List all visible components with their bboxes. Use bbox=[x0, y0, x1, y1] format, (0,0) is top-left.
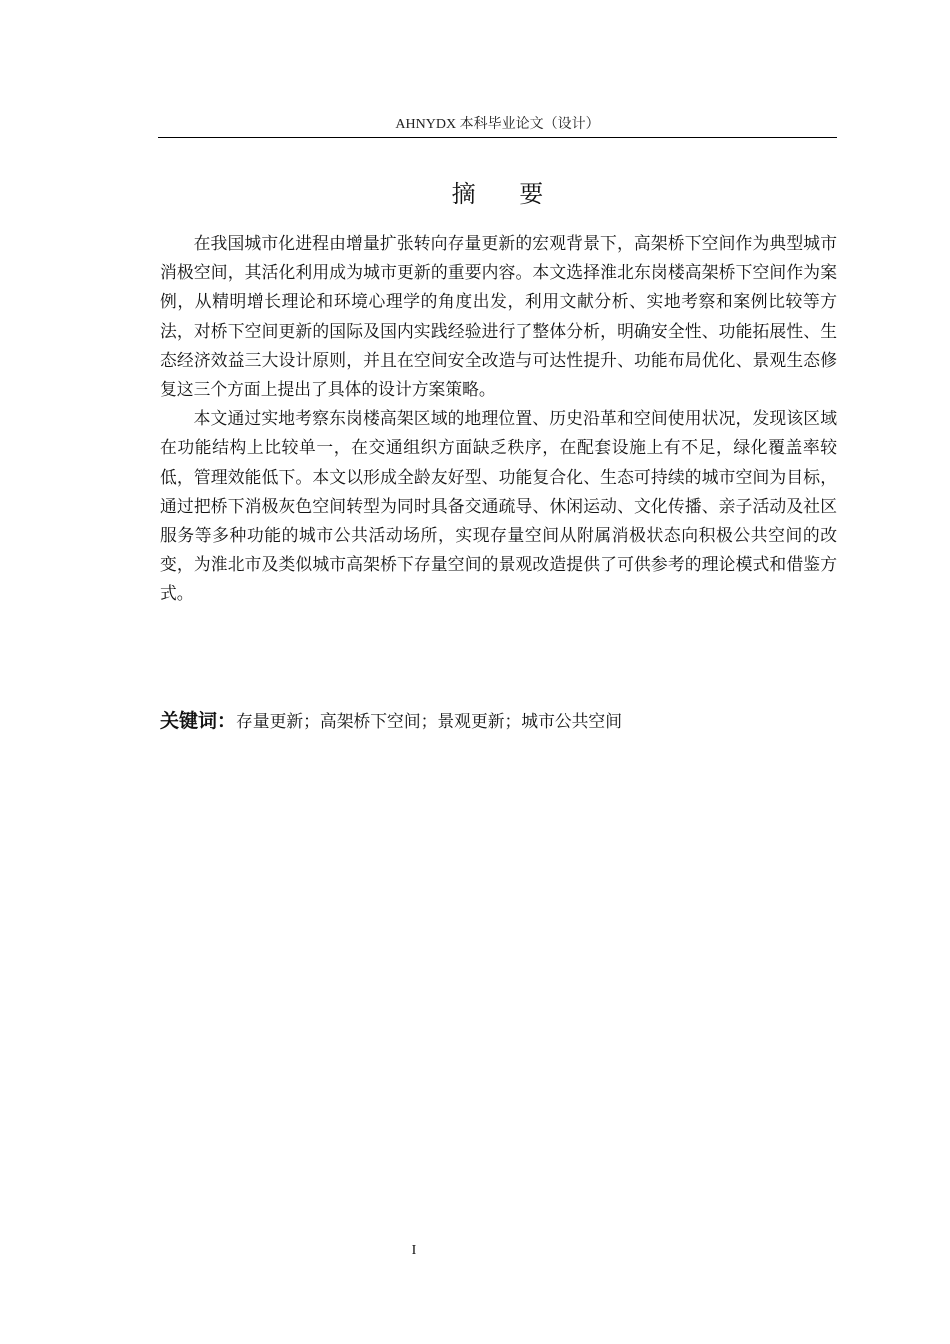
running-header: AHNYDX 本科毕业论文（设计） bbox=[395, 117, 600, 132]
abstract-paragraph-1: 在我国城市化进程由增量扩张转向存量更新的宏观背景下，高架桥下空间作为典型城市消极空间，其活化利用成为城市更新的重要内容。本文选择淮北东岗楼高架桥下空间作为案例，从精明增长理论和环境心理学的角度出发，利用文献分析、实地考察和案例比较等方法，对桥下空间更新的国际及国内实践经验进行了整体分析，明确安全性、功能拓展性、生态经济效益三大设计原则，并且在空间安全改造与可达性提升、功能布局优化、景观生态修复这三个方面上提出了具体的设计方案策略。 bbox=[160, 233, 837, 400]
keywords-values: 存量更新；高架桥下空间；景观更新；城市公共空间 bbox=[236, 711, 622, 731]
header-divider bbox=[158, 137, 837, 138]
abstract-title: 摘 要 bbox=[451, 180, 562, 208]
keywords-line bbox=[160, 706, 837, 736]
keywords-label: 关键词： bbox=[160, 710, 237, 732]
abstract-body bbox=[160, 229, 837, 609]
abstract-paragraph-2: 本文通过实地考察东岗楼高架区域的地理位置、历史沿革和空间使用状况，发现该区域在功能结构上比较单一，在交通组织方面缺乏秩序，在配套设施上有不足，绿化覆盖率较低，管理效能低下。本文以形成全龄友好型、功能复合化、生态可持续的城市空间为目标，通过把桥下消极灰色空间转型为同时具备交通疏导、休闲运动、文化传播、亲子活动及社区服务等多种功能的城市公共活动场所，实现存量空间从附属消极状态向积极公共空间的改变，为淮北市及类似城市高架桥下存量空间的景观改造提供了可供参考的理论模式和借鉴方式。 bbox=[160, 408, 837, 604]
page-number: I bbox=[411, 1243, 417, 1258]
